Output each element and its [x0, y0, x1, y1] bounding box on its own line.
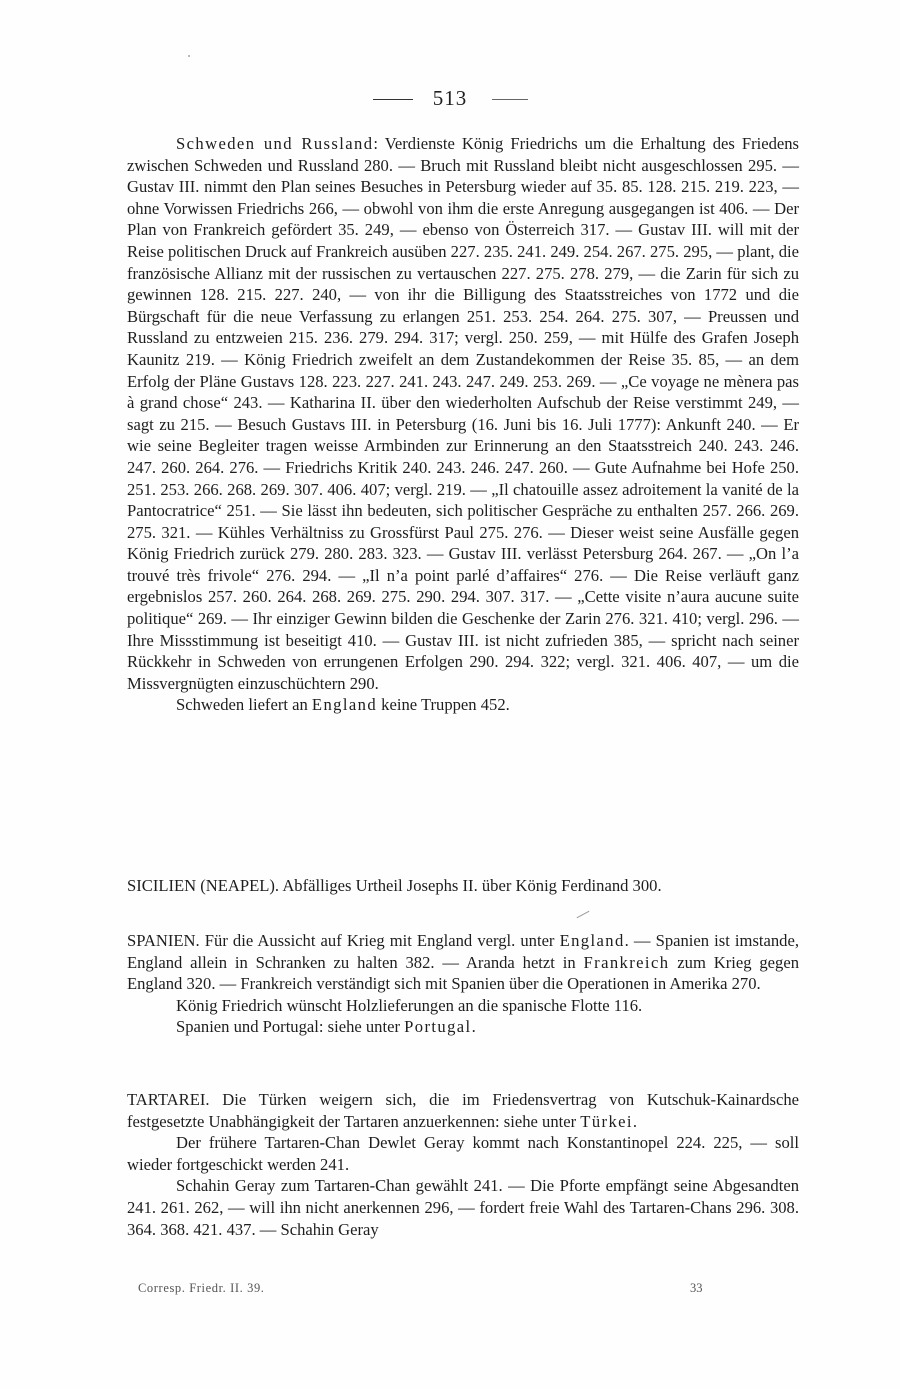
footer-signature: Corresp. Friedr. II. 39.: [138, 1281, 265, 1295]
spanien-paragraph-1: [127, 930, 799, 995]
spanien-p1-spaced-1: England: [559, 931, 625, 950]
section-schweden: [127, 133, 799, 716]
schweden-paragraph-1: [127, 133, 799, 694]
spanien-p3-spaced: Portugal: [404, 1017, 472, 1037]
stray-mark: [188, 55, 190, 57]
stray-tick-mark: [577, 911, 590, 918]
sicilien-paragraph: SICILIEN (NEAPEL). Abfälliges Urtheil Josephs II. über König Ferdinand 300.: [127, 876, 662, 895]
tartarei-paragraph-1: [127, 1089, 799, 1132]
spanien-p3-text-b: .: [471, 1017, 476, 1037]
spanien-paragraph-3: [127, 1016, 799, 1038]
spanien-p1-text-b: . — Spanien ist imstande, England allein in Schranken zu halten 382. — Aranda hetzt in: [127, 931, 799, 972]
spanien-p1-text-c: zum Krieg gegen England 320. — Frankreich verständigt sich mit Spanien über die Operationen in Amerika 270.: [127, 952, 799, 994]
schweden-body: : Verdienste König Friedrichs um die Erhaltung des Friedens zwischen Schweden und Russland 280. — Bruch mit Russland bleibt nicht ausgeschlossen 295. — Gustav III. nimmt den Plan seines Besuches in Petersburg wieder auf 35. 85. 128. 215. 219. 223, — ohne Vorwissen Friedrichs 266, — obwohl von ihm die erste Anregung ausgegangen ist 406. — Der Plan von Frankreich gefördert 35. 249, — ebenso von Österreich 317. — Gustav III. will mit der Reise politischen Druck auf Frankreich ausüben 227. 235. 241. 249. 254. 267. 275. 295, — plant, die französische Allianz mit der russischen zu vertauschen 227. 275. 278. 279, — die Zarin für sich zu gewinnen 128. 215. 227. 240, — von ihr die Billigung des Staatsstreiches von 1772 und die Bürgschaft für die neue Verfassung zu erlangen 251. 253. 254. 264. 275. 307, — Preussen und Russland zu entzweien 215. 236. 279. 294. 317; vergl. 250. 259, — mit Hülfe des Grafen Joseph Kaunitz 219. — König Friedrich zweifelt an dem Zustandekommen der Reise 35. 85, — an dem Erfolg der Pläne Gustavs 128. 223. 227. 241. 243. 247. 249. 253. 269. — „Ce voyage ne mènera pas à grand chose“ 243. — Katharina II. über den wiederholten Aufschub der Reise verstimmt 249, — sagt zu 215. — Besuch Gustavs III. in Petersburg (16. Juni bis 16. Juli 1777): Ankunft 240. — Er wie seine Begleiter tragen weisse Armbinden zur Erinnerung an den Staatsstreich 240. 243. 246. 247. 260. 264. 276. — Friedrichs Kritik 240. 243. 246. 247. 260. — Gute Aufnahme bei Hofe 250. 251. 253. 266. 268. 269. 307. 406. 407; vergl. 219. — „Il chatouille assez adroitement la vanité de la Pantocratrice“ 251. — Sie lässt ihn bedeuten, sich politischer Gespräche zu enthalten 257. 266. 269. 275. 321. — Kühles Verhältniss zu Grossfürst Paul 275. 276. — Dieser weist seine Ausfälle gegen König Friedrich zurück 279. 280. 283. 323. — Gustav III. verlässt Petersburg 264. 267. — „On l’a trouvé très frivole“ 276. 294. — „Il n’a point parlé d’affaires“ 276. — Die Reise verläuft ganz ergebnislos 257. 260. 264. 268. 269. 275. 290. 294. 307. 317. — „Cette visite n’aura aucune suite politique“ 269. — Ihr einziger Gewinn bilden die Geschenke der Zarin 276. 321. 410; vergl. 296. — Ihre Missstimmung ist beseitigt 410. — Gustav III. ist nicht zufrieden 385, — spricht nach seiner Rückkehr in Schweden von errungenen Erfolgen 290. 294. 322; vergl. 321. 406. 407, — um die Missvergnügten einzuschüchtern 290.: [127, 134, 800, 693]
spanien-p1-spaced-2: Frankreich: [583, 952, 670, 972]
tartarei-paragraph-3: Schahin Geray zum Tartaren-Chan gewählt 241. — Die Pforte empfängt seine Abgesandten 241. 261. 262, — will ihn nicht anerkennen 296, — fordert freie Wahl des Tartaren-Chans 296. 308. 364. 368. 421. 437. — Schahin Geray: [127, 1176, 799, 1239]
page-number: 513: [432, 86, 468, 110]
tartarei-p1-text-a: TARTAREI. Die Türken weigern sich, die im Friedensvertrag von Kutschuk-Kainardsche festgesetzte Unabhängigkeit der Tartaren anzuerkennen: siehe unter: [127, 1090, 799, 1131]
schweden-p2-text-b: keine Truppen 452.: [377, 695, 510, 715]
spanien-paragraph-2: König Friedrich wünscht Holzlieferungen an die spanische Flotte 116.: [176, 995, 643, 1015]
spanien-p1-text-a: SPANIEN. Für die Aussicht auf Krieg mit England vergl. unter: [127, 931, 560, 950]
schweden-paragraph-2: [127, 694, 799, 716]
schweden-p2-text-a: Schweden liefert an: [176, 695, 312, 715]
footer-sheet-number: 33: [690, 1281, 703, 1295]
tartarei-p1-text-b: .: [632, 1111, 638, 1131]
schweden-p2-spaced: England: [311, 695, 378, 715]
header-rule-right: [492, 99, 528, 100]
section-sicilien: [127, 875, 799, 897]
schweden-lead: Schweden und Russland: [176, 134, 374, 153]
tartarei-p1-spaced: Türkei: [580, 1111, 633, 1131]
spanien-p3-text-a: Spanien und Portugal: siehe unter: [176, 1017, 405, 1037]
section-tartarei: [127, 1089, 799, 1240]
section-spanien: [127, 930, 799, 1038]
tartarei-paragraph-2: Der frühere Tartaren-Chan Dewlet Geray kommt nach Konstantinopel 224. 225, — soll wieder fortgeschickt werden 241.: [127, 1133, 799, 1174]
